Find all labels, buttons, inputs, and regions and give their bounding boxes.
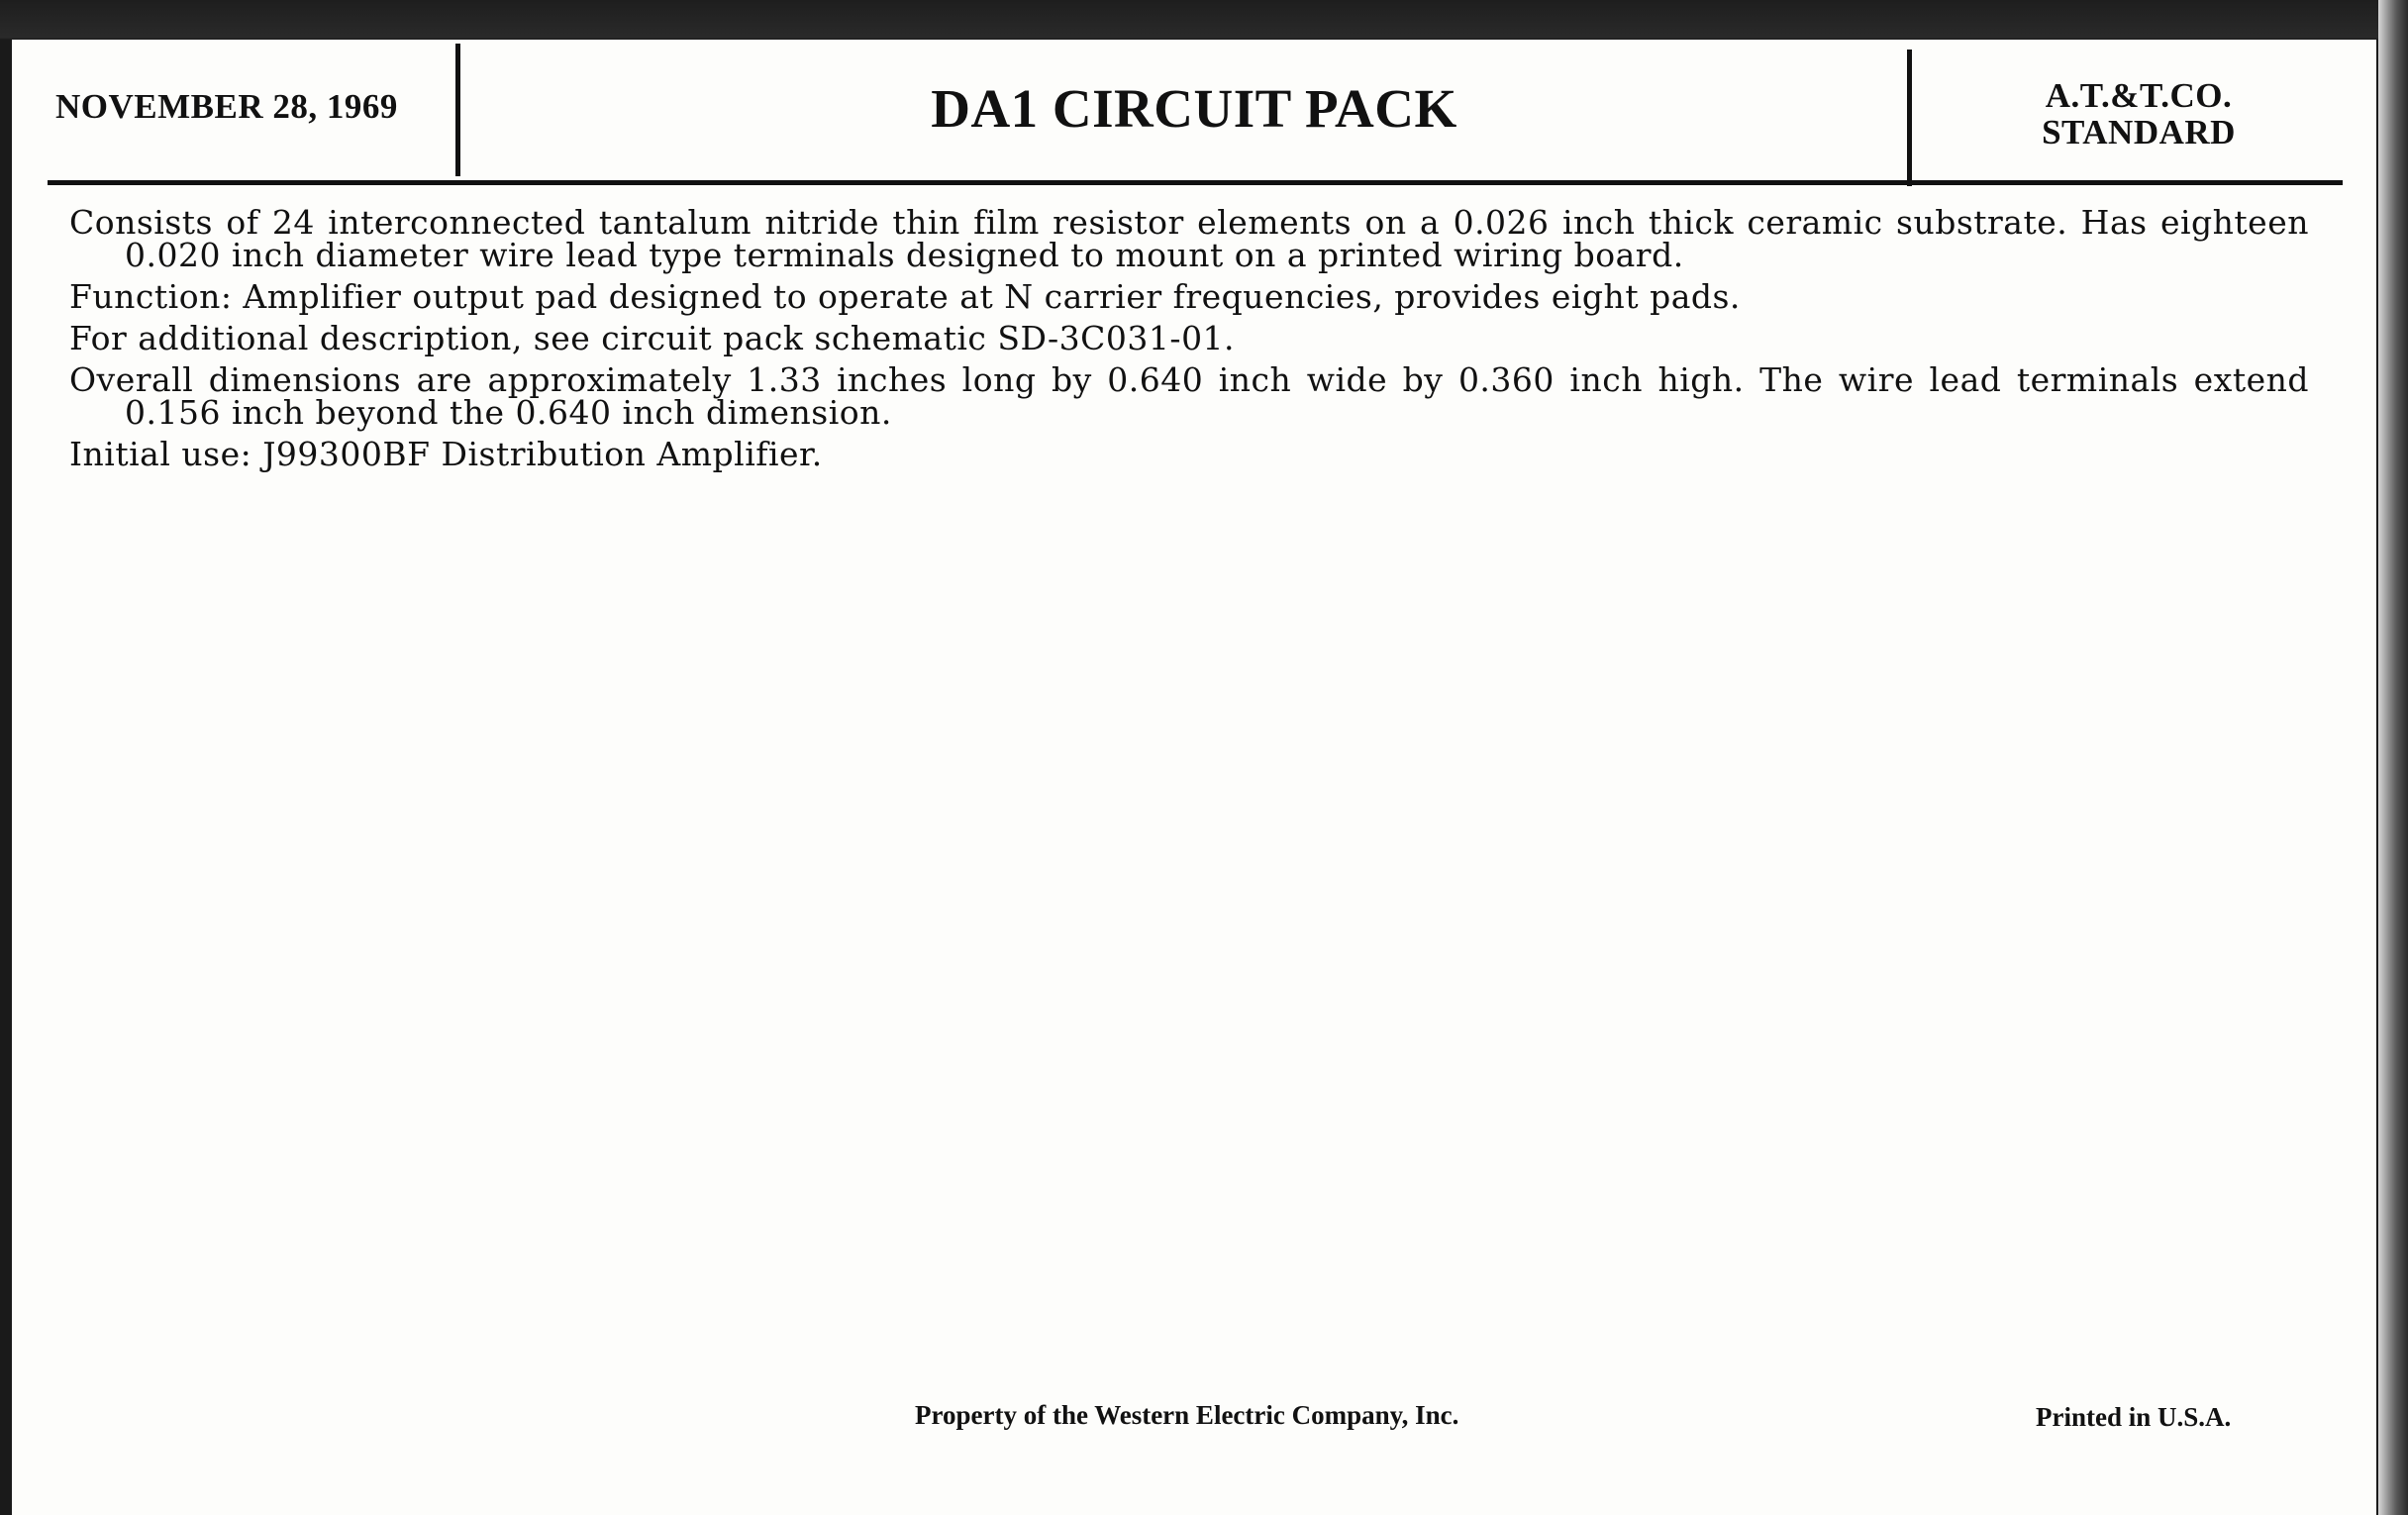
- header-divider-left: [455, 44, 460, 176]
- paragraph-description: Consists of 24 interconnected tantalum nitride thin film resistor elements on a 0.026 inch thick ceramic substrate. Has eighteen 0.020 inch diameter wire lead type terminals designed to mount on a printed wiring board.: [69, 203, 2309, 274]
- paragraph-initial-use: Initial use: J99300BF Distribution Amplifier.: [69, 435, 823, 473]
- document-card: [12, 40, 2376, 1515]
- standard-label-line1: A.T.&T.CO.: [2045, 76, 2233, 115]
- document-title: DA1 CIRCUIT PACK: [931, 78, 1457, 139]
- standard-label-line2: STANDARD: [2042, 113, 2236, 152]
- header-divider-right: [1907, 50, 1912, 186]
- document-body: [69, 203, 2309, 479]
- scan-edge: [2378, 0, 2408, 1515]
- paragraph-reference: For additional description, see circuit pack schematic SD-3C031-01.: [69, 319, 1236, 357]
- paragraph-dimensions: Overall dimensions are approximately 1.33 inches long by 0.640 inch wide by 0.360 inch high. The wire lead terminals extend 0.156 inch beyond the 0.640 inch dimension.: [69, 360, 2309, 432]
- document-date: NOVEMBER 28, 1969: [55, 87, 398, 126]
- footer-printed: Printed in U.S.A.: [2036, 1402, 2232, 1432]
- paragraph-function: Function: Amplifier output pad designed to operate at N carrier frequencies, provides eight pads.: [69, 277, 1741, 316]
- header-rule: [48, 180, 2343, 185]
- footer-property: Property of the Western Electric Company, Inc.: [915, 1400, 1459, 1430]
- standard-label: [1931, 77, 2347, 151]
